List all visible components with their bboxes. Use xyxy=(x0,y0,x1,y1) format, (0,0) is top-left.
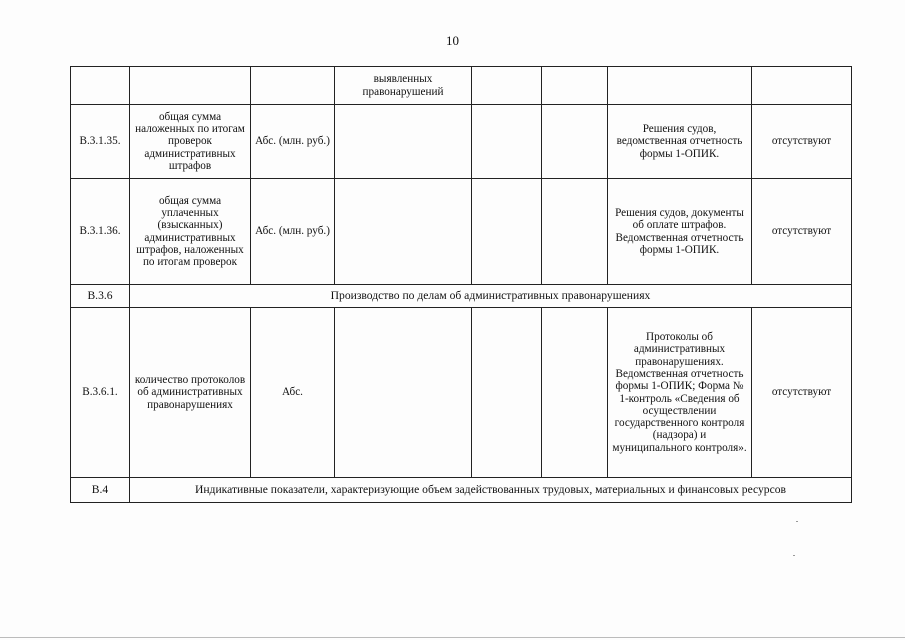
row-source: Решения судов, документы об оплате штрафов. Ведомственная отчетность формы 1-ОПИК. xyxy=(608,179,752,285)
table-row xyxy=(71,308,852,478)
cell-empty xyxy=(542,105,608,179)
table-row xyxy=(71,179,852,285)
cell-empty xyxy=(752,67,852,105)
row-note: отсутствуют xyxy=(752,105,852,179)
row-note: отсутствуют xyxy=(752,179,852,285)
indicators-table xyxy=(70,66,852,503)
page-number: 10 xyxy=(446,33,459,48)
row-unit: Абс. (млн. руб.) xyxy=(251,179,335,285)
scan-speck xyxy=(796,521,798,522)
continuation-row xyxy=(71,67,852,105)
section-row xyxy=(71,285,852,308)
row-code: В.3.1.35. xyxy=(71,105,130,179)
section-row xyxy=(71,478,852,503)
cell-empty xyxy=(71,67,130,105)
row-name: общая сумма наложенных по итогам проверок административных штрафов xyxy=(130,105,251,179)
row-code: В.3.6.1. xyxy=(71,308,130,478)
section-code: В.3.6 xyxy=(71,285,130,308)
row-code: В.3.1.36. xyxy=(71,179,130,285)
row-source: Решения судов, ведомственная отчетность формы 1-ОПИК. xyxy=(608,105,752,179)
cell-empty xyxy=(472,179,542,285)
cell-empty xyxy=(472,105,542,179)
cell-empty xyxy=(472,67,542,105)
row-name: общая сумма уплаченных (взысканных) административных штрафов, наложенных по итогам проверок xyxy=(130,179,251,285)
cell-empty xyxy=(130,67,251,105)
cell-empty xyxy=(251,67,335,105)
scan-edge-line xyxy=(0,637,905,638)
cell-empty xyxy=(472,308,542,478)
row-source: Протоколы об административных правонарушениях. Ведомственная отчетность формы 1-ОПИК; Форма № 1-контроль «Сведения об осуществлении государственного контроля (надзора) и муниципального контроля». xyxy=(608,308,752,478)
table-row xyxy=(71,105,852,179)
row-name: количество протоколов об административных правонарушениях xyxy=(130,308,251,478)
cell-empty xyxy=(542,179,608,285)
cell-empty xyxy=(542,308,608,478)
cell-empty xyxy=(335,308,472,478)
section-title: Индикативные показатели, характеризующие объем задействованных трудовых, материальных и финансовых ресурсов xyxy=(130,478,852,503)
continuation-cell: выявленных правонарушений xyxy=(335,67,472,105)
row-note: отсутствуют xyxy=(752,308,852,478)
row-unit: Абс. xyxy=(251,308,335,478)
row-unit: Абс. (млн. руб.) xyxy=(251,105,335,179)
cell-empty xyxy=(542,67,608,105)
scan-speck xyxy=(793,555,795,556)
cell-empty xyxy=(335,105,472,179)
section-code: В.4 xyxy=(71,478,130,503)
cell-empty xyxy=(608,67,752,105)
cell-empty xyxy=(335,179,472,285)
section-title: Производство по делам об административных правонарушениях xyxy=(130,285,852,308)
